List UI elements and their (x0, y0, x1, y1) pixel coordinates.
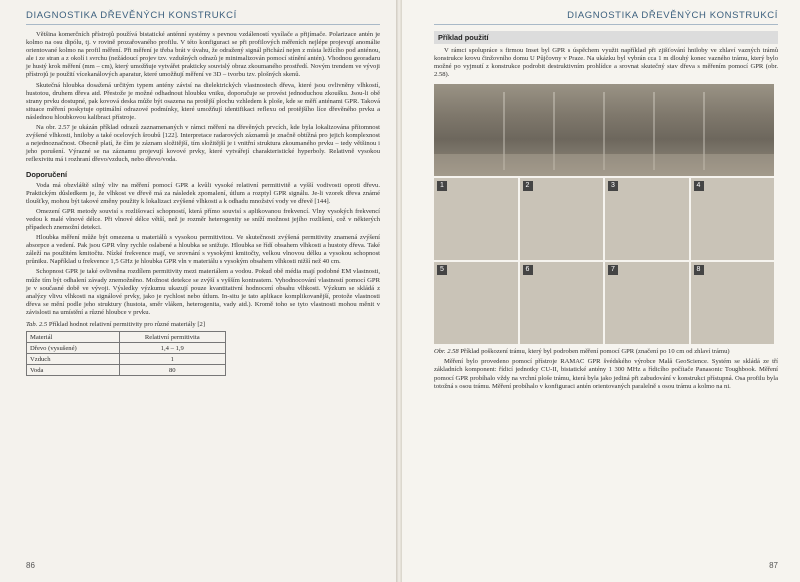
page-number-right: 87 (769, 561, 778, 570)
photo-number: 8 (694, 265, 704, 275)
paragraph: Voda má obzvláště silný vliv na měření pomocí GPR a kvůli vysoké relativní permitivitě a vyšší vodivosti oproti dřevu. Praktickým důsledkem je, že vlhkost ve dřevě má za následek zpomalení, útlum a rozptyl GPR signálu. Je-li vzorek dřeva známé tloušťky, mohou být takové změny použity k lokalizaci zvýšené vlhkosti a k odhadu množství vody ve dřevě [144]. (26, 181, 380, 205)
paragraph: Skutečná hloubka dosažená určitým typem antény závisí na dielektrických vlastnostech dřeva, které jsou ovlivněny vlhkostí, hustotou, druhem dřeva atd. Přestože je možné odhadnout hloubku vniku, doporučuje se provést jednoduchou zkoušku. Jsou-li obě strany prvku dostupné, pak kovová deska může být osazena na protější plochu vzhledem k ploše, kde se měří anténami GPR. Taková situace měření poskytuje optimální odrazové podmínky, které umožňují identifikaci reflexu od protějšího líce dřevěného prvku a následnou hloubkovou kalibraci přístroje. (26, 81, 380, 121)
beam-markings (434, 84, 774, 176)
photo-number: 1 (437, 181, 447, 191)
paragraph: Schopnost GPR je také ovlivněna rozdílem permitivity mezi materiálem a vodou. Pokud obě média mají podobné EM vlastnosti, může tím být odhalení závady znemožněno. Možnost detekce se zvýší s vyšším kontrastem. Vyhodnocování vlastností pomocí GPR je v současné době ve vývoji. Výsledky výzkumu ukazují pouze kvantitativní hodnocení obsahu vlhkosti. Výzkum se skládá z analýzy vlivu vlhkosti na signálové prvky, jako je rychlost nebo útlum. In-situ je tato aplikace komplikovanější, protože vlastnosti dřeva se mění podle jeho struktury (hustota, směr vláken, heterogenita, vady atd.). Kromě toho se tyto vlastnosti mohou měnit v závislosti na umístění a různé hloubce v prvku. (26, 268, 380, 316)
table-header-row (27, 332, 226, 343)
running-head-left: DIAGNOSTIKA DŘEVĚNÝCH KONSTRUKCÍ (26, 10, 380, 25)
beam-photo (434, 84, 774, 176)
right-page (398, 0, 800, 582)
table-header: Materiál (27, 332, 120, 343)
photo-number: 4 (694, 181, 704, 191)
floor-strip (434, 154, 774, 176)
table-caption-text: Příklad hodnot relativní permitivity pro různé materiály [2] (48, 321, 206, 328)
table-cell: 1 (119, 354, 225, 365)
cross-section-photo (691, 262, 775, 344)
table-cell: Vzduch (27, 354, 120, 365)
cross-section-photo (520, 262, 604, 344)
figure-caption (434, 348, 778, 356)
photo-number: 3 (608, 181, 618, 191)
cross-section-photo (605, 262, 689, 344)
paragraph: Omezení GPR metody souvisí s rozlišovací schopností, která přímo souvisí s aplikovanou frekvencí. Vlny vysokých frekvencí vedou k malé vlnové délce. Při vlnové délce větší, než je rozměr heterogenity se sníží možnost jejího rozlišení, což v některých případech znemožní detekci. (26, 207, 380, 231)
table-cell: 1,4 – 1,9 (119, 343, 225, 354)
paragraph: Na obr. 2.57 je ukázán příklad odrazů zaznamenaných v rámci měření na dřevěných prvcích, kde byla lokalizována přítomnost zvýšené vlhkosti, hniloby a také ocelových šroubů [122]. Interpretace radarových záznamů je značně obtížná pro jejich komplexnost a nejednoznačnost. Obecně platí, že čím je záznam složitější, tím složitější je i vnitřní struktura zkoumaného prvku – tedy většinou i jeho porušení. Výrazné se na záznamu projevují kovové prvky, které vytvářejí charakteristické hyperboly. Relativně vysokou reflexivitu má i rozhraní dřevo/vzduch, nebo dřevo/voda. (26, 124, 380, 164)
cross-section-photo (605, 178, 689, 260)
table-cell: 80 (119, 365, 225, 376)
figure-caption-text: Příklad poškození trámu, který byl podroben měření pomocí GPR (značení po 10 cm od zhlaví trámu) (460, 348, 730, 356)
page-number-left: 86 (26, 561, 35, 570)
table-caption (26, 321, 380, 329)
figure-caption-label: Obr. 2.58 (434, 348, 459, 356)
section-title-priklad: Příklad použití (434, 31, 778, 44)
paragraph: Většina komerčních přístrojů používá bistatické anténní systémy s pevnou vzdáleností vysílače a přijímače. Polarizace antén je kolmo na osu dipólu, tj. v rovině prozařovaného profilu. V této konfiguraci se při profilových měřeních nejlépe projevují anomálie orientované kolmo na profil měření. Při měření je třeba brát v úvahu, že odražený signál přichází nejen z místa ležícího pod anténou, ale i ze stran a z okolí i svrchu (nežádoucí projev tzv. vzdušných odrazů je minimalizován pomocí stínění antén). Vhodnou georadaru je hustý krok měření (mm – cm), který umožňuje vytvářet prakticky souvislý obraz zkoumaného prostředí. Novým trendem ve vývoji přístrojů je použití vícekanálových aparatur, které umožňují měření ve 3D – tvorbu tzv. plošných skenů. (26, 31, 380, 79)
cross-section-grid (434, 178, 774, 344)
paragraph: Měření bylo provedeno pomocí přístroje RAMAC GPR švédského výrobce Malå GeoScience. Systém se skládá ze tří základních komponent: řídicí jednotky CU-II, bistatické antény 1 300 MHz a řídicího počítače Panasonic Toughbook. Měření pomocí GPR probíhalo vždy na vrchní ploše trámu, která byla jako jediná při zabudování v konstrukci přístupná. Osa profilu byla totožná s osou trámu. Měření probíhalo v konfiguraci antén orientovaných paralelně s osou trámu a kolmo na ni. (434, 358, 778, 390)
paragraph: V rámci spolupráce s firmou Inset byl GPR s úspěchem využit například při zjišťování hniloby ve zhlaví vazných trámů konstrukce krovu činžovního domu U Půjčovny v Praze. Na ukázku byl vybrán cca 1 m dlouhý konec vazného trámu, který bylo možné po vyjmutí z konstrukce podrobit destruktivním prohlídce a srovnat skutečný stav dřeva s měřením pomocí GPR (obr. 2.58). (434, 47, 778, 79)
cross-section-photo (691, 178, 775, 260)
book-gutter (396, 0, 402, 582)
running-head-right: DIAGNOSTIKA DŘEVĚNÝCH KONSTRUKCÍ (434, 10, 778, 25)
photo-number: 6 (523, 265, 533, 275)
cross-section-photo (434, 262, 518, 344)
left-page (0, 0, 398, 582)
figure-beam-photos (434, 84, 778, 344)
photo-number: 7 (608, 265, 618, 275)
table-caption-label: Tab. 2.5 (26, 321, 48, 328)
cross-section-photo (520, 178, 604, 260)
table-header: Relativní permitivita (119, 332, 225, 343)
table-cell: Dřevo (vysušené) (27, 343, 120, 354)
paragraph: Hloubka měření může být omezena u materiálů s vysokou permitivitou. Ve skutečnosti zvýšená permitivity znamená zvýšení absorpce a vedení. Pak jsou GPR vlny rychle oslabené a hloubka se snižuje. Hloubka se řídí obsahem vlhkosti a hustoty dřeva. Také záleží na použitém kmitočtu. Nízké frekvence mají, ve srovnání s vysokými kmitočty, velkou vlnovou délku a vysokou schopnost průniku. Například u frekvence 1,5 GHz je hloubka GPR vln v materiálu s vysokým obsahem vlhkosti nižší než 40 cm. (26, 234, 380, 266)
section-title-doporuceni: Doporučení (26, 169, 68, 179)
table-row (27, 343, 226, 354)
table-row (27, 365, 226, 376)
cross-section-photo (434, 178, 518, 260)
table-row (27, 354, 226, 365)
photo-number: 5 (437, 265, 447, 275)
photo-number: 2 (523, 181, 533, 191)
table-cell: Voda (27, 365, 120, 376)
permittivity-table (26, 331, 226, 376)
left-body (26, 31, 380, 376)
